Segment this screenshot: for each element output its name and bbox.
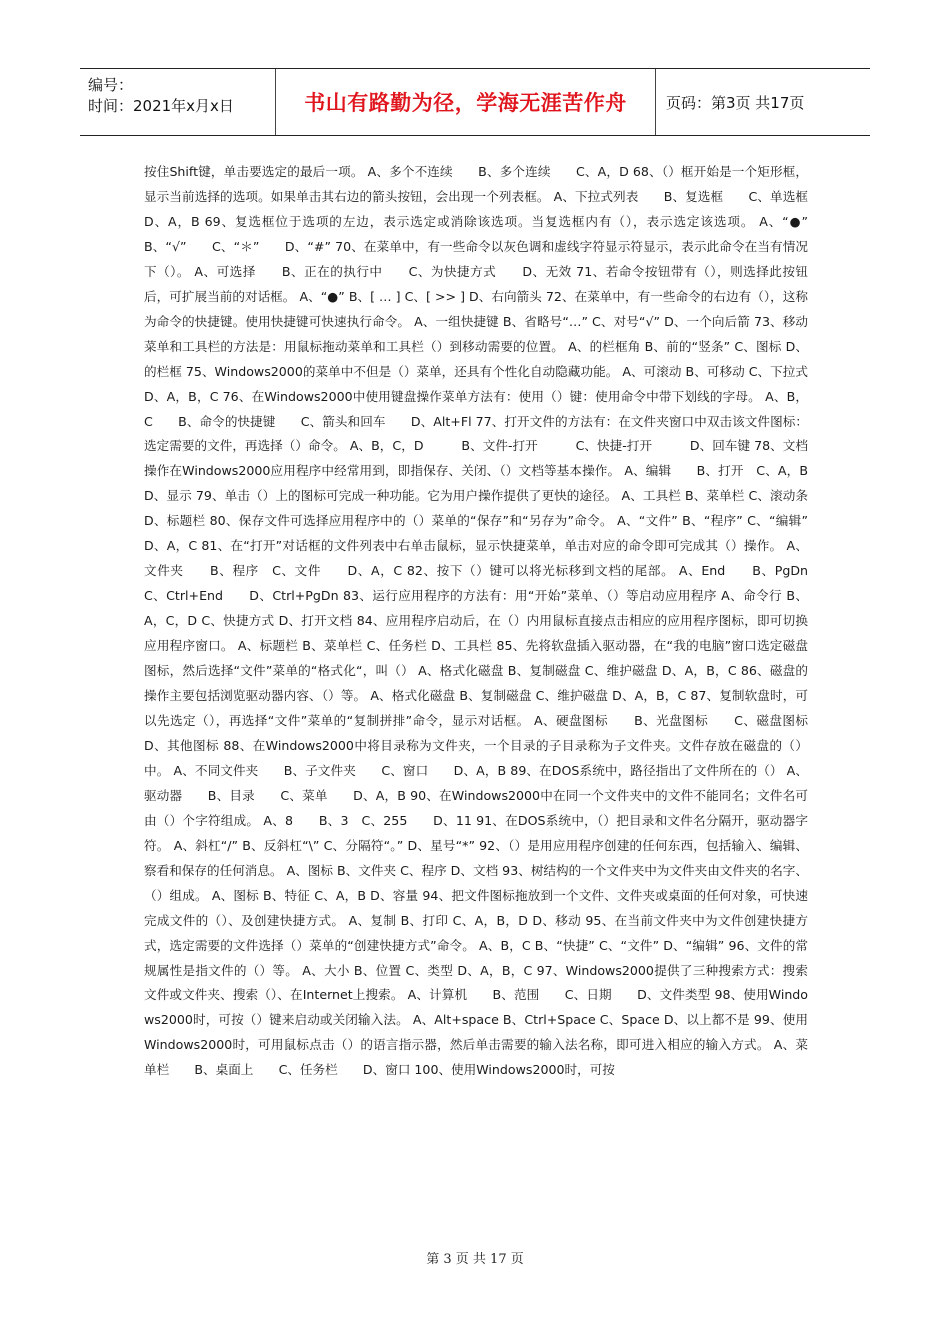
document-number-label: 编号： (88, 76, 134, 94)
header-page-cell (656, 69, 870, 135)
page-footer: 第 3 页 共 17 页 (426, 1252, 524, 1267)
header-page-number: 页码：第3页 共17页 (666, 93, 805, 112)
header-info-cell (80, 69, 276, 135)
motto-text: 书山有路勤为径，学海无涯苦作舟 (304, 91, 627, 115)
header-motto-cell (276, 69, 656, 135)
header-table (80, 68, 870, 136)
body-paragraph: 按住Shift键，单击要选定的最后一项。 A、多个不连续 B、多个连续 C、A，D 68、（）框开始是一个矩形框，显示当前选择的选项。如果单击其右边的箭头按钮，会出现一个列表框。 A、下拉式列表 B、复选框 C、单选框 D、A，B 69、复选框位于选项的左边，表示选定或消除该选项。当复选框内有（），表示选定该选项。 A、“●” B、“√” C、“＊” D、“#” 70、在菜单中，有一些命令以灰色调和虚线字符显示符显示，表示此命令在当有情况下（）。 A、可选择 B、正在的执行中 C、为快捷方式 D、无效 71、若命令按钮带有（），则选择此按钮后，可扩展当前的对话框。 A、“●” B、[ … ] C、[ >> ] D、右向箭头 72、在菜单中，有一些命令的右边有（），这称为命令的快捷键。使用快捷键可快速执行命令。 A、一组快捷键 B、省略号“…” C、对号“√” D、一个向后箭 73、移动菜单和工具栏的方法是：用鼠标拖动菜单和工具栏（）到移动需要的位置。 A、的栏框角 B、前的“竖条” C、图标 D、的栏框 75、Windows2000的菜单中不但是（）菜单，还具有个性化自动隐藏功能。 A、可滚动 B、可移动 C、下拉式 D、A，B，C 76、在Windows2000中使用键盘操作菜单方法有：使用（）键：使用命令中带下划线的字母。 A、B，C B、命令的快捷键 C、箭头和回车 D、Alt+Fl 77、打开文件的方法有：在文件夹窗口中双击该文件图标：选定需要的文件，再选择（）命令。 A、B，C，D B、文件-打开 C、快捷-打开 D、回车键 78、文档操作在Windows2000应用程序中经常用到，即指保存、关闭、（）文档等基本操作。 A、编辑 B、打开 C、A，B D、显示 79、单击（）上的图标可完成一种功能。它为用户操作提供了更快的途径。 A、工具栏 B、菜单栏 C、滚动条 D、标题栏 80、保存文件可选择应用程序中的（）菜单的“保存”和“另存为”命令。 A、“文件” B、“程序” C、“编辑” D、A，C 81、在“打开”对话框的文件列表中右单击鼠标，显示快捷菜单，单击对应的命令即可完成其（）操作。 A、文件夹 B、程序 C、文件 D、A，C 82、按下（）键可以将光标移到文档的尾部。 A、End B、PgDn C、Ctrl+End D、Ctrl+PgDn 83、运行应用程序的方法有：用“开始”菜单、（）等启动应用程序 A、命令行 B、A，C，D C、快捷方式 D、打开文档 84、应用程序启动后，在（）内用鼠标直接点击相应的应用程序图标，即可切换应用程序窗口。 A、标题栏 B、菜单栏 C、任务栏 D、工具栏 85、先将软盘插入驱动器，在“我的电脑”窗口选定磁盘图标，然后选择“文件”菜单的“格式化“，叫（） A、格式化磁盘 B、复制磁盘 C、维护磁盘 D、A，B，C 86、磁盘的操作主要包括浏览驱动器内容、（）等。 A、格式化磁盘 B、复制磁盘 C、维护磁盘 D、A，B，C 87、复制软盘时，可以先选定（），再选择“文件”菜单的“复制拼排”命令，显示对话框。 A、硬盘图标 B、光盘图标 C、磁盘图标 D、其他图标 88、在Windows2000中将目录称为文件夹，一个目录的子目录称为子文件夹。文件存放在磁盘的（）中。 A、不同文件夹 B、子文件夹 C、窗口 D、A，B 89、在DOS系统中，路径指出了文件所在的（） A、驱动器 B、目录 C、菜单 D、A，B 90、在Windows2000中在同一个文件夹中的文件不能同名；文件名可由（）个字符组成。 A、8 B、3 C、255 D、11 91、在DOS系统中，（）把目录和文件名分隔开，驱动器字符。 A、斜杠“/” B、反斜杠“\” C、分隔符“。” D、星号“*” 92、（）是用应用程序创建的任何东西，包括输入、编辑、察看和保存的任何消息。 A、图标 B、文件夹 C、程序 D、文档 93、树结构的一个文件夹中为文件夹由文件夹的名字、（）组成。 A、图标 B、特征 C、A，B D、容量 94、把文件图标拖放到一个文件、文件夹或桌面的任何对象，可快速完成文件的（）、及创建快捷方式。 A、复制 B、打印 C、A，B，D D、移动 95、在当前文件夹中为文件创建快捷方式，选定需要的文件选择（）菜单的“创建快捷方式”命令。 A、B，C B、“快捷” C、“文件” D、“编辑” 96、文件的常规属性是指文件的（）等。 A、大小 B、位置 C、类型 D、A，B，C 97、Windows2000提供了三种搜索方式：搜索文件或文件夹、搜索（）、在Internet上搜索。 A、计算机 B、范围 C、日期 D、文件类型 98、使用Windows2000时，可按（）键来启动或关闭输入法。 A、Alt+space B、Ctrl+Space C、Space D、以上都不是 99、使用Windows2000时，可用鼠标点击（）的语言指示器，然后单击需要的输入法名称，即可进入相应的输入方式。 A、菜单栏 B、桌面上 C、任务栏 D、窗口 100、使用Windows2000时，可按 (144, 164, 834, 1078)
document-time-label: 时间：2021年x月x日 (88, 97, 234, 115)
